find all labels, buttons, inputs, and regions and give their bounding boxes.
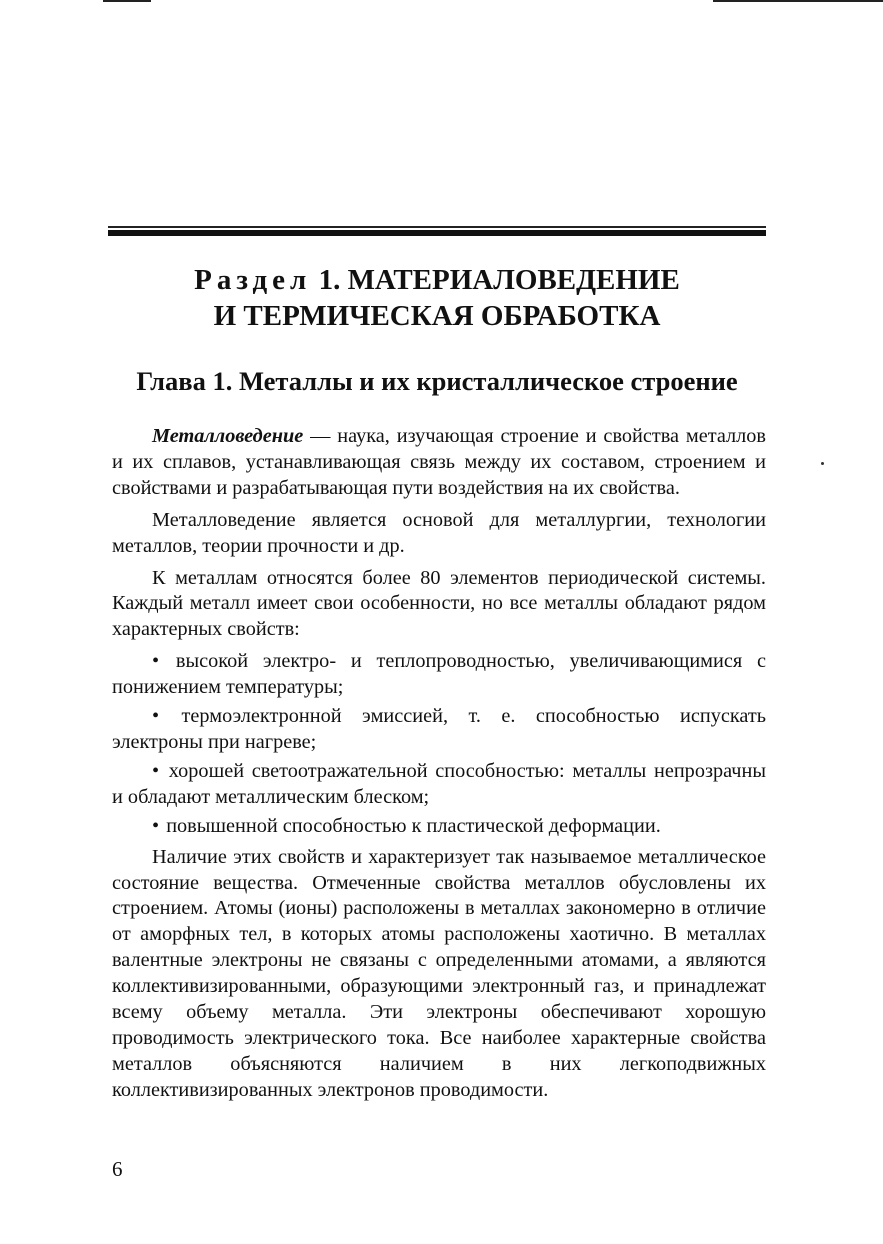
body-text	[112, 424, 766, 1110]
list-item	[112, 759, 766, 811]
list-item-text: хорошей светоотражательной способностью: металлы непрозрачны и обладают металлическим блеском;	[112, 759, 766, 808]
list-item	[112, 814, 766, 840]
definition-text: — наука, изучающая строение и свойства металлов и их сплавов, устанавливающая связь между их составом, строением и свойствами и разрабатывающая пути воздействия на их свойства.	[112, 425, 766, 499]
page-number: 6	[112, 1157, 123, 1181]
paragraph-foundation: Металловедение является основой для металлургии, технологии металлов, теории прочности и др.	[112, 508, 766, 557]
top-right-edge-line	[713, 0, 883, 2]
list-item	[112, 704, 766, 756]
bullet-icon: •	[152, 705, 160, 728]
defined-term: Металловедение	[152, 425, 304, 447]
list-item-text: термоэлектронной эмиссией, т. е. способностью испускать электроны при нагреве;	[112, 705, 766, 753]
list-item-text: повышенной способностью к пластической деформации.	[166, 814, 661, 837]
paragraph-definition	[112, 424, 766, 502]
paragraph-metallic-state: Наличие этих свойств и характеризует так называемое металлическое состояние вещества. Отмеченные свойства металлов обусловлены их строением. Атомы (ионы) расположены в металлах закономерно в отличие от аморфных тел, в которых атомы расположены хаотично. В металлах валентные электроны не связаны с определенными атомами, а являются коллективизированными, образующими электронный газ, и принадлежат всему объему металла. Эти электроны обеспечивают хорошую проводимость электрического тока. Все наиболее характерные свойства металлов объясняются наличием в них легкоподвижных коллективизированных электронов проводимости.	[112, 845, 766, 1101]
chapter-title: Глава 1. Металлы и их кристаллическое строение	[136, 366, 738, 396]
paragraph-elements: К металлам относятся более 80 элементов периодической системы. Каждый металл имеет свои особенности, но все металлы обладают рядом характерных свойств:	[112, 566, 766, 641]
top-left-edge-line	[103, 0, 151, 2]
section-title-line2: И ТЕРМИЧЕСКАЯ ОБРАБОТКА	[213, 300, 661, 332]
list-item	[112, 649, 766, 701]
section-rule-thin	[108, 226, 766, 228]
section-title	[108, 262, 766, 334]
list-item-text: высокой электро- и теплопроводностью, увеличивающимися с понижением температуры;	[112, 650, 766, 699]
scan-speck	[821, 462, 824, 465]
bullet-icon: •	[152, 814, 160, 837]
bullet-icon: •	[152, 759, 160, 782]
section-rule-thick	[108, 230, 766, 236]
section-title-line1: 1. МАТЕРИАЛОВЕДЕНИЕ	[311, 264, 680, 296]
bullet-icon: •	[152, 650, 160, 673]
section-prefix: Раздел	[194, 264, 312, 296]
